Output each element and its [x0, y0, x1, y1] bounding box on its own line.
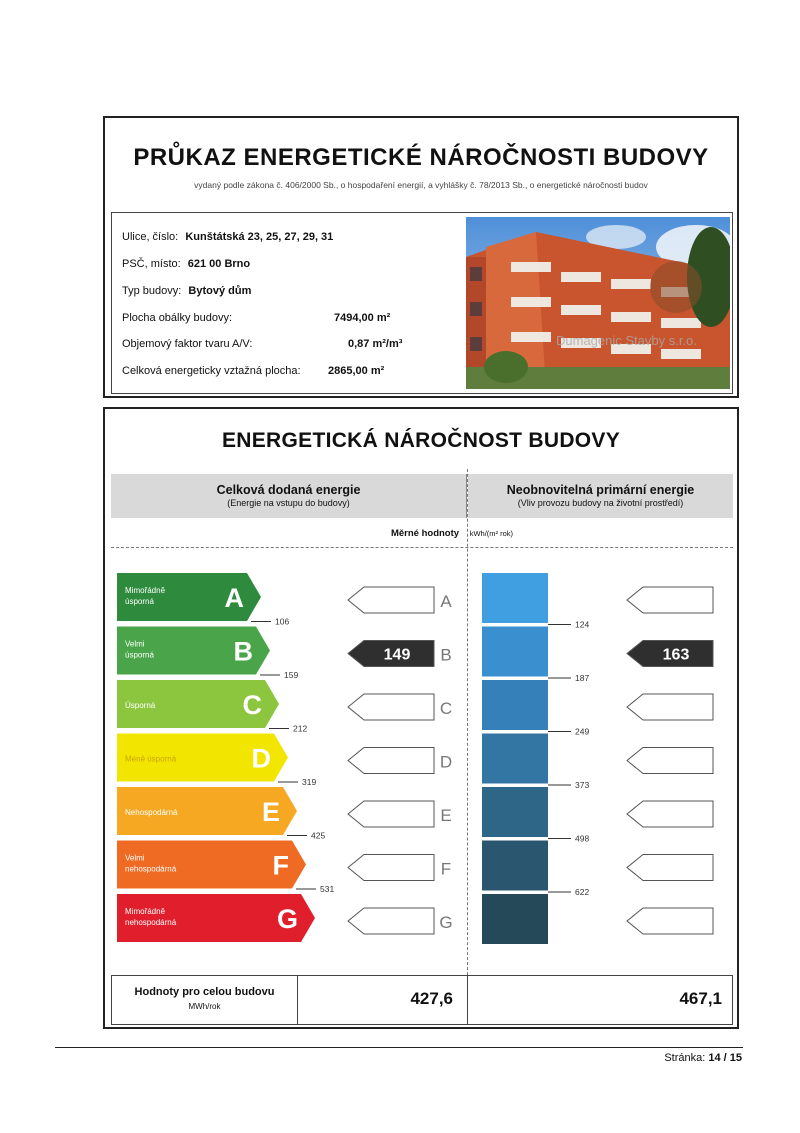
- watermark: Dumagenic Stavby s.r.o.: [556, 333, 697, 348]
- class-name-b-line1: Velmi: [125, 639, 145, 649]
- primary-empty-box-d: [627, 748, 713, 774]
- delivered-header-title: Celková dodaná energie: [216, 483, 361, 497]
- class-letter-d: D: [251, 743, 271, 774]
- delivered-class-letter-c: C: [439, 699, 453, 718]
- primary-bar-c: [482, 680, 548, 730]
- totals-row: [111, 975, 733, 1025]
- primary-bar-g: [482, 894, 548, 944]
- delivered-empty-box-d: [348, 748, 434, 774]
- factor-label: Objemový faktor tvaru A/V:: [122, 338, 253, 350]
- totals-delivered-value: 427,6: [410, 989, 453, 1008]
- type-row: [122, 285, 251, 297]
- envelope-label: Plocha obálky budovy:: [122, 312, 233, 324]
- primary-indicator-value: 163: [662, 646, 690, 664]
- page-label: Stránka:: [664, 1052, 706, 1064]
- totals-delivered-cell: [298, 976, 468, 1024]
- primary-header-title: Neobnovitelná primární energie: [506, 483, 695, 497]
- delivered-class-letter-e: E: [440, 806, 452, 825]
- primary-bar-b: [482, 627, 548, 677]
- primary-bar-f: [482, 841, 548, 891]
- totals-label-cell: [112, 976, 298, 1024]
- delivered-empty-box-c: [348, 694, 434, 720]
- delivered-threshold-159: 159: [284, 670, 299, 680]
- primary-empty-box-c: [627, 694, 713, 720]
- street-value: Kunštátská 23, 25, 27, 29, 31: [185, 231, 334, 243]
- delivered-threshold-212: 212: [293, 723, 308, 734]
- delivered-threshold-425: 425: [311, 830, 326, 841]
- psc-label: PSČ, místo:: [122, 258, 181, 270]
- delivered-indicator-value: 149: [383, 646, 411, 664]
- class-name-a-line1: Mimořádně: [125, 586, 166, 595]
- delivered-class-letter-d: D: [439, 752, 453, 772]
- energy-performance-box: [103, 407, 739, 1029]
- area-value: 2865,00 m²: [328, 365, 385, 377]
- primary-threshold-373: 373: [575, 780, 590, 790]
- delivered-empty-box-f: [348, 855, 434, 881]
- primary-header-sub: (Vliv provozu budovy na životní prostředí): [517, 498, 684, 508]
- class-name-e: Nehospodárná: [125, 808, 178, 817]
- primary-header: [468, 474, 733, 518]
- specific-values-label: [111, 521, 733, 547]
- class-name-f-line2: nehospodárná: [125, 864, 177, 874]
- page-value: 14 / 15: [708, 1052, 742, 1064]
- primary-threshold-498: 498: [575, 833, 590, 844]
- primary-threshold-622: 622: [575, 887, 590, 897]
- class-name-a-line2: úsporná: [125, 597, 154, 606]
- street-label: Ulice, číslo:: [122, 231, 179, 243]
- primary-threshold-249: 249: [575, 726, 590, 737]
- class-name-c: Úsporná: [125, 701, 156, 710]
- delivered-class-letter-f: F: [440, 859, 452, 879]
- totals-label: Hodnoty pro celou budovu: [134, 986, 275, 998]
- delivered-header-sub: (Energie na vstupu do budovy): [227, 498, 350, 508]
- energy-scale: [105, 547, 737, 977]
- primary-empty-box-e: [627, 801, 713, 827]
- psc-value: 621 00 Brno: [187, 258, 251, 270]
- specific-unit: kWh/(m² rok): [469, 529, 514, 538]
- area-label: Celková energeticky vztažná plocha:: [122, 365, 301, 377]
- delivered-class-letter-a: A: [440, 592, 452, 611]
- footer-line: [55, 1047, 743, 1048]
- building-info: [111, 212, 733, 394]
- primary-bar-d: [482, 734, 548, 784]
- class-letter-g: G: [276, 904, 298, 934]
- primary-threshold-124: 124: [575, 619, 590, 630]
- delivered-threshold-319: 319: [302, 777, 317, 787]
- primary-bar-a: [482, 573, 548, 623]
- class-name-b-line2: úsporná: [125, 650, 154, 660]
- class-letter-e: E: [261, 797, 280, 827]
- class-name-f-line1: Velmi: [125, 853, 145, 863]
- delivered-empty-box-g: [348, 908, 434, 934]
- class-letter-a: A: [224, 583, 244, 613]
- totals-primary-cell: [468, 976, 732, 1024]
- totals-unit: MWh/rok: [188, 1002, 221, 1011]
- class-letter-b: B: [233, 636, 253, 667]
- delivered-class-letter-g: G: [439, 913, 453, 932]
- certificate-subtitle: vydaný podle zákona č. 406/2000 Sb., o hospodaření energií, a vyhlášky č. 78/2013 Sb., o energetické náročnosti budov: [194, 180, 648, 190]
- primary-empty-box-f: [627, 855, 713, 881]
- factor-value: 0,87 m²/m³: [348, 338, 403, 350]
- delivered-header: [111, 474, 467, 518]
- envelope-value: 7494,00 m²: [334, 312, 391, 324]
- delivered-threshold-106: 106: [275, 616, 290, 627]
- totals-primary-value: 467,1: [679, 989, 722, 1008]
- street-row: [122, 231, 333, 243]
- class-letter-c: C: [242, 690, 262, 720]
- primary-bar-e: [482, 787, 548, 837]
- delivered-empty-box-e: [348, 801, 434, 827]
- class-letter-f: F: [272, 850, 289, 881]
- class-name-g-line2: nehospodárná: [125, 918, 177, 927]
- certificate-title: PRŮKAZ ENERGETICKÉ NÁROČNOSTI BUDOVY: [133, 144, 709, 171]
- specific-label: Měrné hodnoty: [390, 528, 460, 539]
- type-value: Bytový dům: [188, 285, 252, 297]
- primary-threshold-187: 187: [575, 673, 590, 683]
- delivered-threshold-531: 531: [320, 884, 335, 894]
- type-label: Typ budovy:: [122, 285, 182, 297]
- primary-empty-box-a: [627, 587, 713, 613]
- delivered-class-letter-b: B: [440, 645, 452, 665]
- delivered-empty-box-a: [348, 587, 434, 613]
- psc-row: [122, 258, 250, 270]
- class-name-d: Méně úsporná: [125, 754, 177, 764]
- primary-empty-box-g: [627, 908, 713, 934]
- class-name-g-line1: Mimořádně: [125, 907, 166, 916]
- page-number: [664, 1052, 742, 1064]
- certificate-header-box: [103, 116, 739, 398]
- section-title: ENERGETICKÁ NÁROČNOST BUDOVY: [221, 429, 621, 452]
- building-photo: [466, 217, 730, 389]
